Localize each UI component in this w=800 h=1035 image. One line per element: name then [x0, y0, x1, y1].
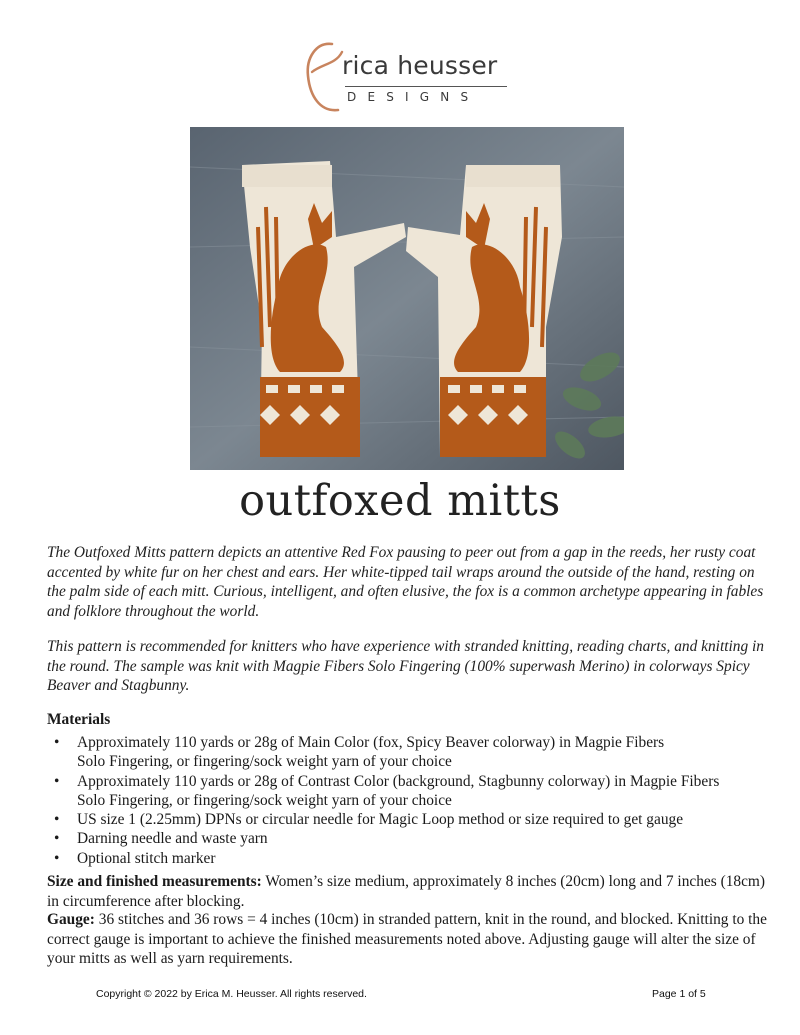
size-info	[47, 872, 767, 911]
logo-designs: DESIGNS	[347, 90, 480, 104]
copyright-notice: Copyright © 2022 by Erica M. Heusser. All rights reserved.	[96, 988, 367, 1000]
logo-name: rica heusser	[342, 51, 498, 80]
materials-list	[47, 733, 767, 868]
mitts-photo	[190, 127, 624, 470]
list-item: • Optional stitch marker	[54, 849, 216, 867]
list-item: • US size 1 (2.25mm) DPNs or circular needle for Magic Loop method or size required to get gauge	[54, 811, 684, 829]
logo-divider	[345, 86, 507, 87]
page-number: Page 1 of 5	[652, 988, 706, 1000]
list-item: • Approximately 110 yards or 28g of Contrast Color (background, Stagbunny colorway) in Magpie Fibers Solo Fingering, or fingering/sock weight yarn of your choice	[54, 772, 720, 809]
intro-paragraph: This pattern is recommended for knitters who have experience with stranded knitting, reading charts, and knitting in the round. The sample was knit with Magpie Fibers Solo Fingering (100% superwash Merino) in colorways Spicy Beaver and Stagbunny.	[47, 638, 764, 694]
size-label: Size and finished measurements:	[47, 873, 262, 890]
size-text: Women’s size medium, approximately 8 inches (20cm) long and 7 inches (18cm) in circumference after blocking.	[47, 873, 766, 910]
intro-paragraph: The Outfoxed Mitts pattern depicts an attentive Red Fox pausing to peer out from a gap in the reeds, her rusty coat accented by white fur on her chest and ears. Her white-tipped tail wraps around the outside of the hand, resting on the palm side of each mitt. Curious, intelligent, and often elusive, the fox is a common archetype appearing in fables and folklore throughout the world.	[47, 544, 764, 620]
list-item: • Approximately 110 yards or 28g of Main Color (fox, Spicy Beaver colorway) in Magpie Fibers Solo Fingering, or fingering/sock weight yarn of your choice	[54, 734, 665, 771]
gauge-text: 36 stitches and 36 rows = 4 inches (10cm) in stranded pattern, knit in the round, and blocked. Knitting to the correct gauge is important to achieve the finished measurements noted above. Adjusting gauge will alter the size of your mitts as well as yarn requirements.	[47, 911, 767, 967]
gauge-label: Gauge:	[47, 911, 95, 928]
e-monogram-icon	[302, 40, 346, 116]
brand-logo	[302, 40, 514, 116]
list-item: • Darning needle and waste yarn	[54, 830, 268, 848]
page-title: outfoxed mitts	[239, 476, 561, 526]
materials-heading: Materials	[47, 711, 111, 728]
gauge-info	[47, 910, 767, 969]
